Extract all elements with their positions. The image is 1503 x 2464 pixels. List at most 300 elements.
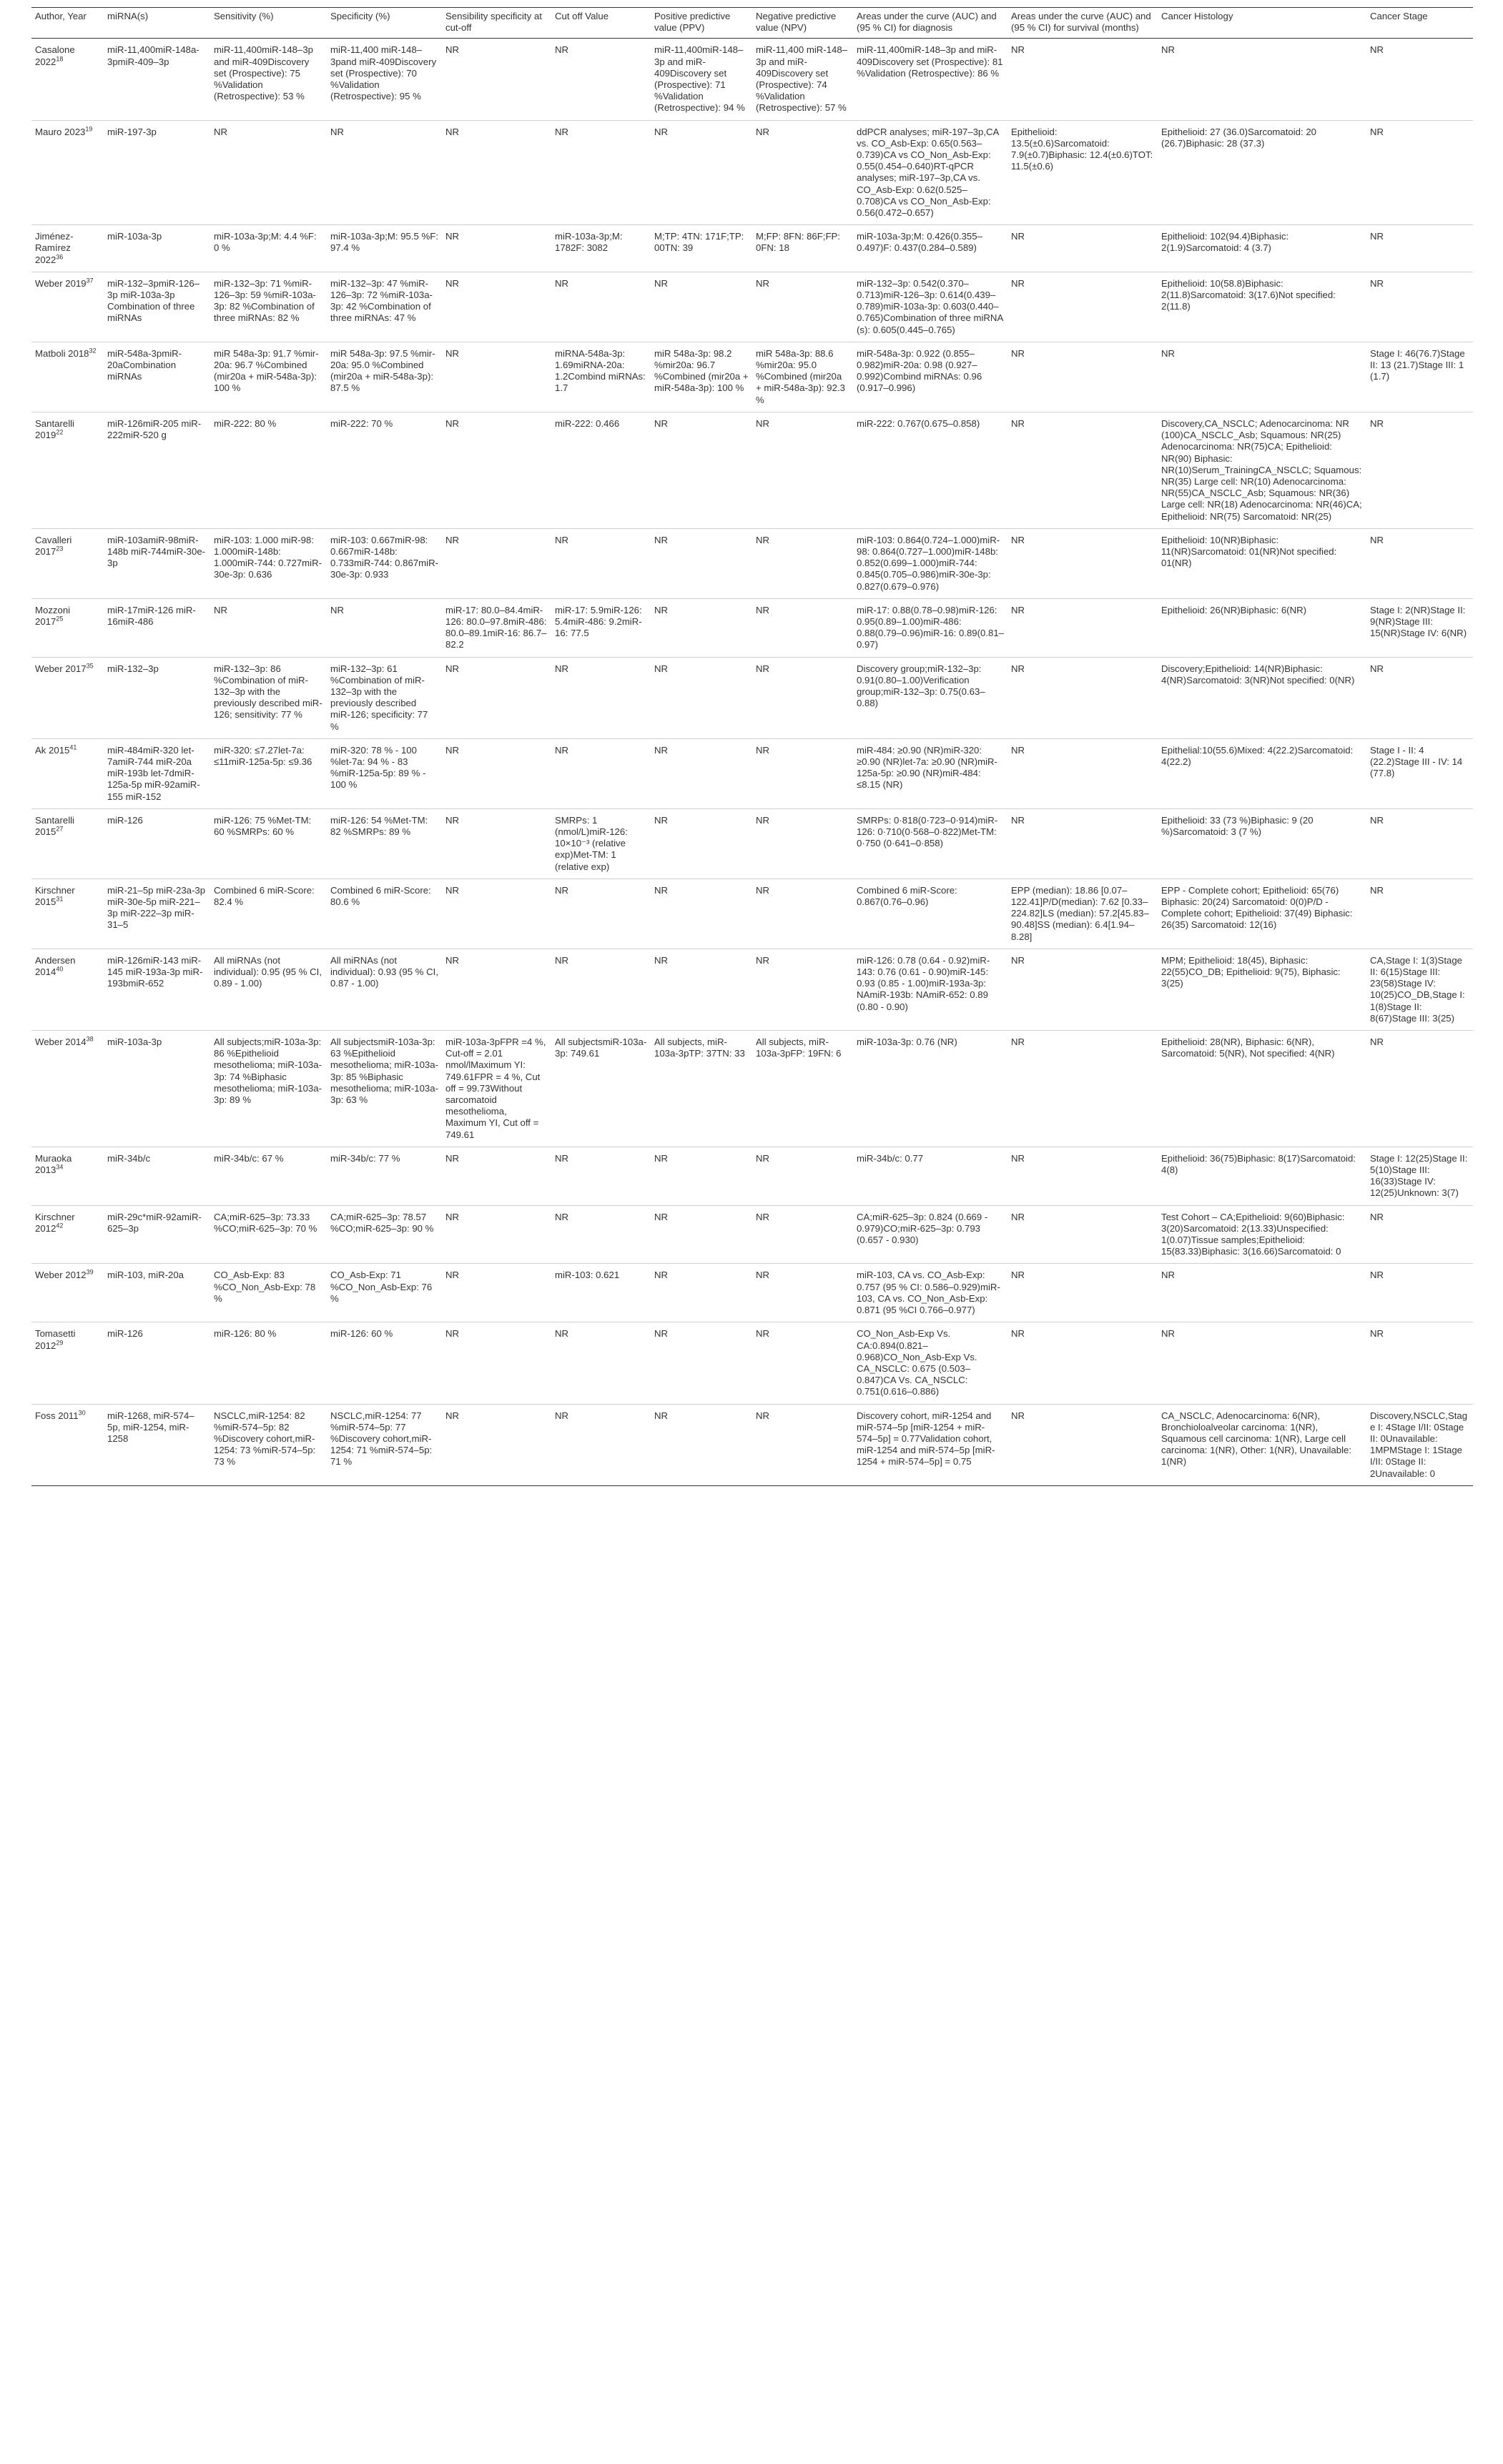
reference-number: 34 [56, 1163, 64, 1171]
cell-auc-survival: NR [1007, 272, 1158, 342]
reference-number: 42 [56, 1222, 64, 1229]
cell-author-year [31, 342, 104, 412]
cell-npv: M;FP: 8FN: 86F;FP: 0FN: 18 [752, 225, 853, 272]
cell-cancer-stage: NR [1366, 808, 1473, 879]
author-name: Weber 2017 [35, 663, 87, 674]
cell-author-year [31, 808, 104, 879]
cell-specificity: miR-132–3p: 61 %Combination of miR-132–3p with the previously described miR-126; specificity: 77 % [327, 657, 442, 738]
cell-auc-survival: NR [1007, 225, 1158, 272]
cell-npv: NR [752, 272, 853, 342]
reference-number: 32 [89, 347, 97, 355]
cell-ppv: miR-11,400miR-148–3p and miR-409Discovery set (Prospective): 71 %Validation (Retrospective): 94 % [651, 39, 752, 120]
cell-cutoff-value: NR [551, 738, 651, 808]
table-row [31, 412, 1473, 528]
cell-sensitivity: miR-103: 1.000 miR-98: 1.000miR-148b: 1.000miR-744: 0.727miR-30e-3p: 0.636 [210, 528, 327, 598]
cell-specificity: miR-103a-3p;M: 95.5 %F: 97.4 % [327, 225, 442, 272]
cell-mirnas: miR-103a-3p [104, 225, 210, 272]
cell-mirnas: miR-126 [104, 808, 210, 879]
column-header-author-year: Author, Year [31, 8, 104, 39]
cell-cutoff-value: All subjectsmiR-103a-3p: 749.61 [551, 1031, 651, 1147]
cell-sensibility-specificity-cutoff: NR [442, 225, 551, 272]
cell-cancer-histology: Epithelioid: 27 (36.0)Sarcomatoid: 20 (26.7)Biphasic: 28 (37.3) [1158, 120, 1366, 225]
cell-author-year [31, 1404, 104, 1485]
cell-auc-survival: Epithelioid: 13.5(±0.6)Sarcomatoid: 7.9(±0.7)Biphasic: 12.4(±0.6)TOT: 11.5(±0.6) [1007, 120, 1158, 225]
cell-mirnas: miR-103, miR-20a [104, 1264, 210, 1322]
author-name: Muraoka 2013 [35, 1152, 72, 1176]
cell-cutoff-value: NR [551, 1205, 651, 1264]
cell-author-year [31, 39, 104, 120]
cell-cancer-stage: Discovery,NSCLC,Stage I: 4Stage I/II: 0Stage II: 0Unavailable: 1MPMStage I: 1Stage I/II: 0Stage II: 2Unavailable: 0 [1366, 1404, 1473, 1485]
cell-cancer-histology: Epithelioid: 28(NR), Biphasic: 6(NR), Sarcomatoid: 5(NR), Not specified: 4(NR) [1158, 1031, 1366, 1147]
column-header-sensibility-specificity-cutoff: Sensibility specificity at cut-off [442, 8, 551, 39]
author-name: Matboli 2018 [35, 347, 89, 359]
cell-author-year [31, 879, 104, 949]
author-name: Weber 2019 [35, 277, 87, 289]
cell-cancer-histology: Test Cohort – CA;Epithelioid: 9(60)Biphasic: 3(20)Sarcomatoid: 2(13.33)Unspecified: 1(0.07)Tissue samples;Epithelioid: 15(83.33)Biphasic: 3(16.66)Sarcomatoid: 0 [1158, 1205, 1366, 1264]
column-header-npv: Negative predictive value (NPV) [752, 8, 853, 39]
table-row [31, 528, 1473, 598]
cell-author-year [31, 949, 104, 1030]
cell-sensibility-specificity-cutoff: NR [442, 120, 551, 225]
cell-specificity: miR-222: 70 % [327, 412, 442, 528]
table-row [31, 1404, 1473, 1485]
reference-number: 19 [85, 125, 93, 133]
cell-cancer-histology: Epithelioid: 10(NR)Biphasic: 11(NR)Sarcomatoid: 01(NR)Not specified: 01(NR) [1158, 528, 1366, 598]
cell-sensibility-specificity-cutoff: NR [442, 949, 551, 1030]
reference-number: 39 [86, 1269, 94, 1277]
cell-specificity: NR [327, 598, 442, 657]
cell-cancer-histology: Epithelioid: 102(94.4)Biphasic: 2(1.9)Sarcomatoid: 4 (3.7) [1158, 225, 1366, 272]
table-header-row [31, 8, 1473, 39]
author-name: Andersen 2014 [35, 954, 76, 978]
cell-ppv: All subjects, miR-103a-3pTP: 37TN: 33 [651, 1031, 752, 1147]
cell-sensitivity: CO_Asb-Exp: 83 %CO_Non_Asb-Exp: 78 % [210, 1264, 327, 1322]
cell-auc-survival: NR [1007, 342, 1158, 412]
cell-mirnas: miR-484miR-320 let-7amiR-744 miR-20a miR-193b let-7dmiR-125a-5p miR-92amiR-155 miR-152 [104, 738, 210, 808]
cell-npv: NR [752, 1147, 853, 1205]
cell-npv: All subjects, miR-103a-3pFP: 19FN: 6 [752, 1031, 853, 1147]
table-row [31, 272, 1473, 342]
cell-specificity: miR-126: 54 %Met-TM: 82 %SMRPs: 89 % [327, 808, 442, 879]
cell-cutoff-value: miR-103a-3p;M: 1782F: 3082 [551, 225, 651, 272]
cell-mirnas: miR-132–3pmiR-126–3p miR-103a-3p Combination of three miRNAs [104, 272, 210, 342]
cell-cutoff-value: SMRPs: 1 (nmol/L)miR-126: 10×10⁻³ (relative exp)Met-TM: 1 (relative exp) [551, 808, 651, 879]
cell-cancer-stage: NR [1366, 39, 1473, 120]
cell-author-year [31, 272, 104, 342]
cell-npv: NR [752, 879, 853, 949]
cell-auc-survival: NR [1007, 412, 1158, 528]
cell-author-year [31, 528, 104, 598]
cell-auc-diagnosis: SMRPs: 0·818(0·723–0·914)miR-126: 0·710(0·568–0·822)Met-TM: 0·750 (0·641–0·858) [853, 808, 1007, 879]
table-row [31, 879, 1473, 949]
cell-auc-survival: NR [1007, 808, 1158, 879]
cell-author-year [31, 412, 104, 528]
reference-number: 40 [56, 965, 64, 973]
cell-ppv: NR [651, 879, 752, 949]
cell-npv: NR [752, 1205, 853, 1264]
cell-npv: NR [752, 1404, 853, 1485]
cell-cancer-stage: NR [1366, 1322, 1473, 1404]
cell-auc-diagnosis: miR-34b/c: 0.77 [853, 1147, 1007, 1205]
cell-auc-survival: EPP (median): 18.86 [0.07–122.41]P/D(median): 7.62 [0.33–224.82]LS (median): 57.2[45.83–90.48]SS (median): 6.4[1.94–8.28] [1007, 879, 1158, 949]
reference-number: 30 [78, 1409, 86, 1417]
cell-specificity: miR-132–3p: 47 %miR-126–3p: 72 %miR-103a-3p: 42 %Combination of three miRNAs: 47 % [327, 272, 442, 342]
cell-npv: NR [752, 120, 853, 225]
cell-cutoff-value: NR [551, 120, 651, 225]
cell-auc-survival: NR [1007, 1147, 1158, 1205]
reference-number: 29 [56, 1339, 64, 1347]
cell-cutoff-value: NR [551, 657, 651, 738]
reference-number: 25 [56, 615, 64, 623]
cell-auc-diagnosis: miR-132–3p: 0.542(0.370–0.713)miR-126–3p: 0.614(0.439–0.789)miR-103a-3p: 0.603(0.440–0.765)Combination of three miRNA (s): 0.605(0.445–0.765) [853, 272, 1007, 342]
cell-mirnas: miR-1268, miR-574–5p, miR-1254, miR-1258 [104, 1404, 210, 1485]
cell-cancer-stage: NR [1366, 879, 1473, 949]
cell-cancer-histology: NR [1158, 1264, 1366, 1322]
table-row [31, 120, 1473, 225]
cell-sensibility-specificity-cutoff: NR [442, 1147, 551, 1205]
cell-sensitivity: Combined 6 miR-Score: 82.4 % [210, 879, 327, 949]
cell-author-year [31, 1031, 104, 1147]
column-header-cutoff-value: Cut off Value [551, 8, 651, 39]
cell-sensitivity: miR-11,400miR-148–3p and miR-409Discovery set (Prospective): 75 %Validation (Retrospective): 53 % [210, 39, 327, 120]
cell-specificity: NSCLC,miR-1254: 77 %miR-574–5p: 77 %Discovery cohort,miR-1254: 71 %miR-574–5p: 71 % [327, 1404, 442, 1485]
cell-author-year [31, 1147, 104, 1205]
author-name: Mauro 2023 [35, 126, 86, 137]
cell-auc-diagnosis: miR-11,400miR-148–3p and miR-409Discovery set (Prospective): 81 %Validation (Retrospective): 86 % [853, 39, 1007, 120]
column-header-cancer-stage: Cancer Stage [1366, 8, 1473, 39]
cell-sensitivity: miR-132–3p: 71 %miR-126–3p: 59 %miR-103a-3p: 82 %Combination of three miRNAs: 82 % [210, 272, 327, 342]
column-header-auc-diagnosis: Areas under the curve (AUC) and (95 % CI) for diagnosis [853, 8, 1007, 39]
cell-author-year [31, 225, 104, 272]
cell-ppv: NR [651, 1264, 752, 1322]
reference-number: 31 [56, 895, 64, 903]
cell-cancer-histology: Discovery,CA_NSCLC; Adenocarcinoma: NR (100)CA_NSCLC_Asb; Squamous: NR(25) Adenocarcinoma: NR(75)CA; Epithelioid: NR(90) Biphasic: NR(10)Serum_TrainingCA_NSCLC; Squamous: NR(35) Large cell: NR(10) Adenocarcinoma: NR(55)CA_NSCLC_Asb; Squamous: NR(36) Large cell: NR(18) Adenocarcinoma: NR(46)CA; Epithelioid: NR(75) Sarcomatoid: NR(25) [1158, 412, 1366, 528]
cell-sensitivity: miR-320: ≤7.27let-7a: ≤11miR-125a-5p: ≤9.36 [210, 738, 327, 808]
cell-cancer-histology: Discovery;Epithelioid: 14(NR)Biphasic: 4(NR)Sarcomatoid: 3(NR)Not specified: 0(NR) [1158, 657, 1366, 738]
cell-auc-diagnosis: miR-103a-3p: 0.76 (NR) [853, 1031, 1007, 1147]
cell-specificity: miR-320: 78 % - 100 %let-7a: 94 % - 83 %miR-125a-5p: 89 % - 100 % [327, 738, 442, 808]
cell-sensibility-specificity-cutoff: NR [442, 808, 551, 879]
cell-mirnas: miR-548a-3pmiR-20aCombination miRNAs [104, 342, 210, 412]
reference-number: 35 [86, 662, 94, 670]
cell-ppv: NR [651, 598, 752, 657]
column-header-specificity: Specificity (%) [327, 8, 442, 39]
author-name: Cavalleri 2017 [35, 534, 72, 557]
cell-sensibility-specificity-cutoff: NR [442, 528, 551, 598]
reference-number: 36 [56, 253, 64, 261]
author-name: Foss 2011 [35, 1410, 79, 1421]
cell-cancer-stage: NR [1366, 1205, 1473, 1264]
cell-auc-diagnosis: Discovery group;miR-132–3p: 0.91(0.80–1.00)Verification group;miR-132–3p: 0.75(0.63–0.88) [853, 657, 1007, 738]
cell-sensibility-specificity-cutoff: NR [442, 1404, 551, 1485]
cell-auc-diagnosis: miR-17: 0.88(0.78–0.98)miR-126: 0.95(0.89–1.00)miR-486: 0.88(0.79–0.96)miR-16: 0.89(0.81–0.97) [853, 598, 1007, 657]
cell-auc-diagnosis: miR-103, CA vs. CO_Asb-Exp: 0.757 (95 % CI: 0.586–0.929)miR-103, CA vs. CO_Non_Asb-Exp: 0.871 (95 %CI 0.766–0.977) [853, 1264, 1007, 1322]
table-row [31, 1147, 1473, 1205]
cell-mirnas: miR-126miR-205 miR-222miR-520 g [104, 412, 210, 528]
cell-sensibility-specificity-cutoff: NR [442, 657, 551, 738]
cell-mirnas: miR-197-3p [104, 120, 210, 225]
cell-auc-diagnosis: ddPCR analyses; miR-197–3p,CA vs. CO_Asb-Exp: 0.65(0.563–0.739)CA vs CO_Non_Asb-Exp: 0.55(0.454–0.640)RT-qPCR analyses; miR-197–3p,CA vs. CO_Asb-Exp: 0.62(0.525–0.708)CA vs CO_Non_Asb-Exp: 0.56(0.472–0.657) [853, 120, 1007, 225]
cell-sensibility-specificity-cutoff: NR [442, 412, 551, 528]
cell-author-year [31, 738, 104, 808]
cell-author-year [31, 1264, 104, 1322]
cell-mirnas: miR-132–3p [104, 657, 210, 738]
table-row [31, 1031, 1473, 1147]
cell-cancer-histology: Epithelioid: 33 (73 %)Biphasic: 9 (20 %)Sarcomatoid: 3 (7 %) [1158, 808, 1366, 879]
cell-cancer-stage: NR [1366, 272, 1473, 342]
cell-auc-survival: NR [1007, 528, 1158, 598]
cell-ppv: NR [651, 1147, 752, 1205]
cell-cutoff-value: miRNA-548a-3p: 1.69miRNA-20a: 1.2Combind miRNAs: 1.7 [551, 342, 651, 412]
cell-mirnas: miR-103amiR-98miR-148b miR-744miR-30e-3p [104, 528, 210, 598]
column-header-sensitivity: Sensitivity (%) [210, 8, 327, 39]
cell-npv: NR [752, 598, 853, 657]
cell-sensitivity: All miRNAs (not individual): 0.95 (95 % CI, 0.89 - 1.00) [210, 949, 327, 1030]
cell-mirnas: miR-17miR-126 miR-16miR-486 [104, 598, 210, 657]
cell-cutoff-value: NR [551, 272, 651, 342]
cell-sensibility-specificity-cutoff: NR [442, 1205, 551, 1264]
cell-npv: NR [752, 1322, 853, 1404]
cell-cutoff-value: NR [551, 1147, 651, 1205]
author-name: Jiménez-Ramírez 2022 [35, 231, 74, 265]
cell-author-year [31, 1205, 104, 1264]
table-row [31, 225, 1473, 272]
column-header-mirnas: miRNA(s) [104, 8, 210, 39]
mirna-diagnostic-table [31, 7, 1473, 1486]
cell-specificity: All subjectsmiR-103a-3p: 63 %Epithelioid mesothelioma; miR-103a-3p: 85 %Biphasic mesothelioma; miR-103a-3p: 63 % [327, 1031, 442, 1147]
cell-mirnas: miR-29c*miR-92amiR-625–3p [104, 1205, 210, 1264]
author-name: Kirschner 2012 [35, 1211, 75, 1234]
cell-sensitivity: NR [210, 120, 327, 225]
cell-specificity: miR-34b/c: 77 % [327, 1147, 442, 1205]
column-header-cancer-histology: Cancer Histology [1158, 8, 1366, 39]
column-header-ppv: Positive predictive value (PPV) [651, 8, 752, 39]
table-row [31, 1264, 1473, 1322]
cell-author-year [31, 598, 104, 657]
cell-npv: NR [752, 738, 853, 808]
cell-author-year [31, 120, 104, 225]
cell-cancer-stage: Stage I: 12(25)Stage II: 5(10)Stage III: 16(33)Stage IV: 12(25)Unknown: 3(7) [1366, 1147, 1473, 1205]
cell-cutoff-value: miR-103: 0.621 [551, 1264, 651, 1322]
reference-number: 38 [86, 1035, 94, 1043]
cell-cancer-histology: Epithelioid: 36(75)Biphasic: 8(17)Sarcomatoid: 4(8) [1158, 1147, 1366, 1205]
cell-auc-survival: NR [1007, 738, 1158, 808]
cell-auc-survival: NR [1007, 598, 1158, 657]
author-name: Santarelli 2015 [35, 814, 74, 837]
cell-ppv: miR 548a-3p: 98.2 %mir20a: 96.7 %Combined (mir20a + miR-548a-3p): 100 % [651, 342, 752, 412]
cell-ppv: NR [651, 1205, 752, 1264]
cell-cutoff-value: NR [551, 1404, 651, 1485]
cell-sensibility-specificity-cutoff: NR [442, 1264, 551, 1322]
cell-cancer-stage: Stage I: 46(76.7)Stage II: 13 (21.7)Stage III: 1 (1.7) [1366, 342, 1473, 412]
cell-auc-diagnosis: CA;miR-625–3p: 0.824 (0.669 - 0.979)CO;miR-625–3p: 0.793 (0.657 - 0.930) [853, 1205, 1007, 1264]
table-body [31, 39, 1473, 1485]
cell-sensitivity: NSCLC,miR-1254: 82 %miR-574–5p: 82 %Discovery cohort,miR-1254: 73 %miR-574–5p: 73 % [210, 1404, 327, 1485]
cell-ppv: NR [651, 657, 752, 738]
cell-npv: NR [752, 412, 853, 528]
cell-auc-survival: NR [1007, 1322, 1158, 1404]
table-row [31, 1205, 1473, 1264]
cell-sensibility-specificity-cutoff: NR [442, 1322, 551, 1404]
reference-number: 22 [56, 428, 64, 436]
cell-specificity: miR 548a-3p: 97.5 %mir-20a: 95.0 %Combined (mir20a + miR-548a-3p): 87.5 % [327, 342, 442, 412]
author-name: Mozzoni 2017 [35, 604, 71, 627]
cell-sensitivity: miR-126: 75 %Met-TM: 60 %SMRPs: 60 % [210, 808, 327, 879]
cell-npv: miR 548a-3p: 88.6 %mir20a: 95.0 %Combined (mir20a + miR-548a-3p): 92.3 % [752, 342, 853, 412]
cell-auc-diagnosis: miR-484: ≥0.90 (NR)miR-320: ≥0.90 (NR)let-7a: ≥0.90 (NR)miR-125a-5p: ≥0.90 (NR)miR-484: ≤8.15 (NR) [853, 738, 1007, 808]
table-row [31, 738, 1473, 808]
cell-sensibility-specificity-cutoff: NR [442, 342, 551, 412]
cell-cancer-stage: CA,Stage I: 1(3)Stage II: 6(15)Stage III: 23(58)Stage IV: 10(25)CO_DB,Stage I: 1(8)Stage II: 8(67)Stage III: 3(25) [1366, 949, 1473, 1030]
cell-ppv: NR [651, 1322, 752, 1404]
cell-npv: miR-11,400 miR-148–3p and miR-409Discovery set (Prospective): 74 %Validation (Retrospective): 57 % [752, 39, 853, 120]
cell-sensibility-specificity-cutoff: NR [442, 879, 551, 949]
cell-cancer-histology: NR [1158, 1322, 1366, 1404]
cell-cancer-histology: MPM; Epithelioid: 18(45), Biphasic: 22(55)CO_DB; Epithelioid: 9(75), Biphasic: 3(25) [1158, 949, 1366, 1030]
cell-auc-survival: NR [1007, 1031, 1158, 1147]
reference-number: 41 [69, 743, 77, 751]
table-row [31, 342, 1473, 412]
cell-cancer-histology: EPP - Complete cohort; Epithelioid: 65(76) Biphasic: 20(24) Sarcomatoid: 0(0)P/D - Complete cohort; Epithelioid: 37(49) Biphasic: 26(35) Sarcomatoid: 12(16) [1158, 879, 1366, 949]
cell-author-year [31, 1322, 104, 1404]
cell-mirnas: miR-126 [104, 1322, 210, 1404]
cell-ppv: NR [651, 120, 752, 225]
cell-author-year [31, 657, 104, 738]
cell-sensibility-specificity-cutoff: NR [442, 738, 551, 808]
cell-auc-survival: NR [1007, 1264, 1158, 1322]
cell-cancer-stage: NR [1366, 120, 1473, 225]
author-name: Santarelli 2019 [35, 417, 74, 441]
cell-sensitivity: miR 548a-3p: 91.7 %mir-20a: 96.7 %Combined (mir20a + miR-548a-3p): 100 % [210, 342, 327, 412]
table-row [31, 808, 1473, 879]
cell-sensitivity: miR-103a-3p;M: 4.4 %F: 0 % [210, 225, 327, 272]
cell-cutoff-value: NR [551, 39, 651, 120]
cell-npv: NR [752, 808, 853, 879]
cell-auc-diagnosis: miR-548a-3p: 0.922 (0.855–0.982)miR-20a: 0.98 (0.927–0.992)Combind miRNAs: 0.96 (0.917–0.996) [853, 342, 1007, 412]
cell-ppv: NR [651, 528, 752, 598]
cell-npv: NR [752, 949, 853, 1030]
cell-specificity: miR-126: 60 % [327, 1322, 442, 1404]
cell-ppv: NR [651, 1404, 752, 1485]
table-row [31, 1322, 1473, 1404]
cell-npv: NR [752, 657, 853, 738]
cell-auc-survival: NR [1007, 39, 1158, 120]
table-row [31, 39, 1473, 120]
cell-specificity: CO_Asb-Exp: 71 %CO_Non_Asb-Exp: 76 % [327, 1264, 442, 1322]
cell-cutoff-value: miR-222: 0.466 [551, 412, 651, 528]
cell-ppv: M;TP: 4TN: 171F;TP: 00TN: 39 [651, 225, 752, 272]
cell-cancer-histology: Epithelioid: 10(58.8)Biphasic: 2(11.8)Sarcomatoid: 3(17.6)Not specified: 2(11.8) [1158, 272, 1366, 342]
author-name: Weber 2014 [35, 1036, 87, 1048]
cell-auc-diagnosis: miR-222: 0.767(0.675–0.858) [853, 412, 1007, 528]
author-name: Ak 2015 [35, 744, 70, 756]
cell-specificity: All miRNAs (not individual): 0.93 (95 % CI, 0.87 - 1.00) [327, 949, 442, 1030]
cell-cancer-histology: Epithelioid: 26(NR)Biphasic: 6(NR) [1158, 598, 1366, 657]
cell-ppv: NR [651, 412, 752, 528]
cell-ppv: NR [651, 949, 752, 1030]
cell-mirnas: miR-103a-3p [104, 1031, 210, 1147]
cell-specificity: Combined 6 miR-Score: 80.6 % [327, 879, 442, 949]
cell-cutoff-value: NR [551, 949, 651, 1030]
cell-auc-diagnosis: miR-103a-3p;M: 0.426(0.355–0.497)F: 0.437(0.284–0.589) [853, 225, 1007, 272]
cell-auc-diagnosis: miR-126: 0.78 (0.64 - 0.92)miR-143: 0.76 (0.61 - 0.90)miR-145: 0.93 (0.85 - 1.00)miR-193a-3p: NAmiR-193b: NAmiR-652: 0.89 (0.80 - 0.90) [853, 949, 1007, 1030]
reference-number: 18 [56, 55, 64, 63]
cell-mirnas: miR-126miR-143 miR-145 miR-193a-3p miR-193bmiR-652 [104, 949, 210, 1030]
reference-number: 37 [86, 277, 94, 285]
cell-sensitivity: miR-132–3p: 86 %Combination of miR-132–3p with the previously described miR-126; sensitivity: 77 % [210, 657, 327, 738]
author-name: Weber 2012 [35, 1270, 87, 1281]
cell-specificity: CA;miR-625–3p: 78.57 %CO;miR-625–3p: 90 % [327, 1205, 442, 1264]
cell-cutoff-value: NR [551, 879, 651, 949]
cell-sensibility-specificity-cutoff: miR-103a-3pFPR =4 %, Cut-off = 2.01 nmol/lMaximum YI: 749.61FPR = 4 %, Cut off = 99.73Without sarcomatoid mesothelioma, Maximum YI, Cut off = 749.61 [442, 1031, 551, 1147]
cell-auc-survival: NR [1007, 949, 1158, 1030]
cell-cutoff-value: miR-17: 5.9miR-126: 5.4miR-486: 9.2miR-16: 77.5 [551, 598, 651, 657]
cell-cancer-histology: NR [1158, 39, 1366, 120]
cell-mirnas: miR-34b/c [104, 1147, 210, 1205]
reference-number: 23 [56, 545, 64, 553]
cell-cancer-stage: NR [1366, 1031, 1473, 1147]
cell-cancer-stage: NR [1366, 225, 1473, 272]
cell-sensitivity: miR-222: 80 % [210, 412, 327, 528]
cell-specificity: miR-11,400 miR-148–3pand miR-409Discovery set (Prospective): 70 %Validation (Retrospective): 95 % [327, 39, 442, 120]
cell-auc-diagnosis: CO_Non_Asb-Exp Vs. CA:0.894(0.821–0.968)CO_Non_Asb-Exp Vs. CA_NSCLC: 0.675 (0.503–0.847)CA Vs. CA_NSCLC: 0.751(0.616–0.886) [853, 1322, 1007, 1404]
cell-auc-diagnosis: Combined 6 miR-Score: 0.867(0.76–0.96) [853, 879, 1007, 949]
cell-cancer-stage: NR [1366, 657, 1473, 738]
author-name: Kirschner 2015 [35, 884, 75, 907]
cell-auc-survival: NR [1007, 1404, 1158, 1485]
cell-cancer-stage: NR [1366, 1264, 1473, 1322]
author-name: Casalone 2022 [35, 44, 75, 67]
cell-cancer-stage: NR [1366, 412, 1473, 528]
cell-ppv: NR [651, 738, 752, 808]
cell-cancer-histology: Epithelial:10(55.6)Mixed: 4(22.2)Sarcomatoid: 4(22.2) [1158, 738, 1366, 808]
cell-sensitivity: NR [210, 598, 327, 657]
cell-specificity: NR [327, 120, 442, 225]
cell-sensitivity: miR-34b/c: 67 % [210, 1147, 327, 1205]
cell-mirnas: miR-21–5p miR-23a-3p miR-30e-5p miR-221–3p miR-222–3p miR-31–5 [104, 879, 210, 949]
cell-cancer-histology: CA_NSCLC, Adenocarcinoma: 6(NR), Bronchioloalveolar carcinoma: 1(NR), Squamous cell carcinoma: 1(NR), Large cell carcinoma: 1(NR), Other: 1(NR), Unavailable: 1(NR) [1158, 1404, 1366, 1485]
table-row [31, 949, 1473, 1030]
cell-ppv: NR [651, 272, 752, 342]
cell-cutoff-value: NR [551, 528, 651, 598]
table-row [31, 598, 1473, 657]
cell-cancer-stage: Stage I - II: 4 (22.2)Stage III - IV: 14 (77.8) [1366, 738, 1473, 808]
cell-sensitivity: miR-126: 80 % [210, 1322, 327, 1404]
reference-number: 27 [56, 825, 64, 833]
column-header-auc-survival: Areas under the curve (AUC) and (95 % CI) for survival (months) [1007, 8, 1158, 39]
cell-cutoff-value: NR [551, 1322, 651, 1404]
cell-sensitivity: CA;miR-625–3p: 73.33 %CO;miR-625–3p: 70 % [210, 1205, 327, 1264]
cell-auc-diagnosis: Discovery cohort, miR-1254 and miR-574–5p [miR-1254 + miR-574–5p] = 0.77Validation cohort, miR-1254 and miR-574–5p [miR-1254 + miR-574–5p] = 0.75 [853, 1404, 1007, 1485]
cell-specificity: miR-103: 0.667miR-98: 0.667miR-148b: 0.733miR-744: 0.867miR-30e-3p: 0.933 [327, 528, 442, 598]
cell-auc-survival: NR [1007, 657, 1158, 738]
cell-npv: NR [752, 528, 853, 598]
cell-sensibility-specificity-cutoff: NR [442, 272, 551, 342]
cell-ppv: NR [651, 808, 752, 879]
cell-sensitivity: All subjects;miR-103a-3p: 86 %Epithelioid mesothelioma; miR-103a-3p: 74 %Biphasic mesothelioma; miR-103a-3p: 89 % [210, 1031, 327, 1147]
cell-sensibility-specificity-cutoff: NR [442, 39, 551, 120]
cell-npv: NR [752, 1264, 853, 1322]
cell-auc-diagnosis: miR-103: 0.864(0.724–1.000)miR-98: 0.864(0.727–1.000)miR-148b: 0.852(0.699–1.000)miR-744: 0.845(0.705–0.986)miR-30e-3p: 0.827(0.679–0.976) [853, 528, 1007, 598]
cell-cancer-stage: NR [1366, 528, 1473, 598]
document-page [31, 7, 1473, 1486]
cell-sensibility-specificity-cutoff: miR-17: 80.0–84.4miR-126: 80.0–97.8miR-486: 80.0–89.1miR-16: 86.7–82.2 [442, 598, 551, 657]
cell-cancer-histology: NR [1158, 342, 1366, 412]
table-row [31, 657, 1473, 738]
cell-mirnas: miR-11,400miR-148a-3pmiR-409–3p [104, 39, 210, 120]
cell-cancer-stage: Stage I: 2(NR)Stage II: 9(NR)Stage III: 15(NR)Stage IV: 6(NR) [1366, 598, 1473, 657]
author-name: Tomasetti 2012 [35, 1328, 76, 1351]
